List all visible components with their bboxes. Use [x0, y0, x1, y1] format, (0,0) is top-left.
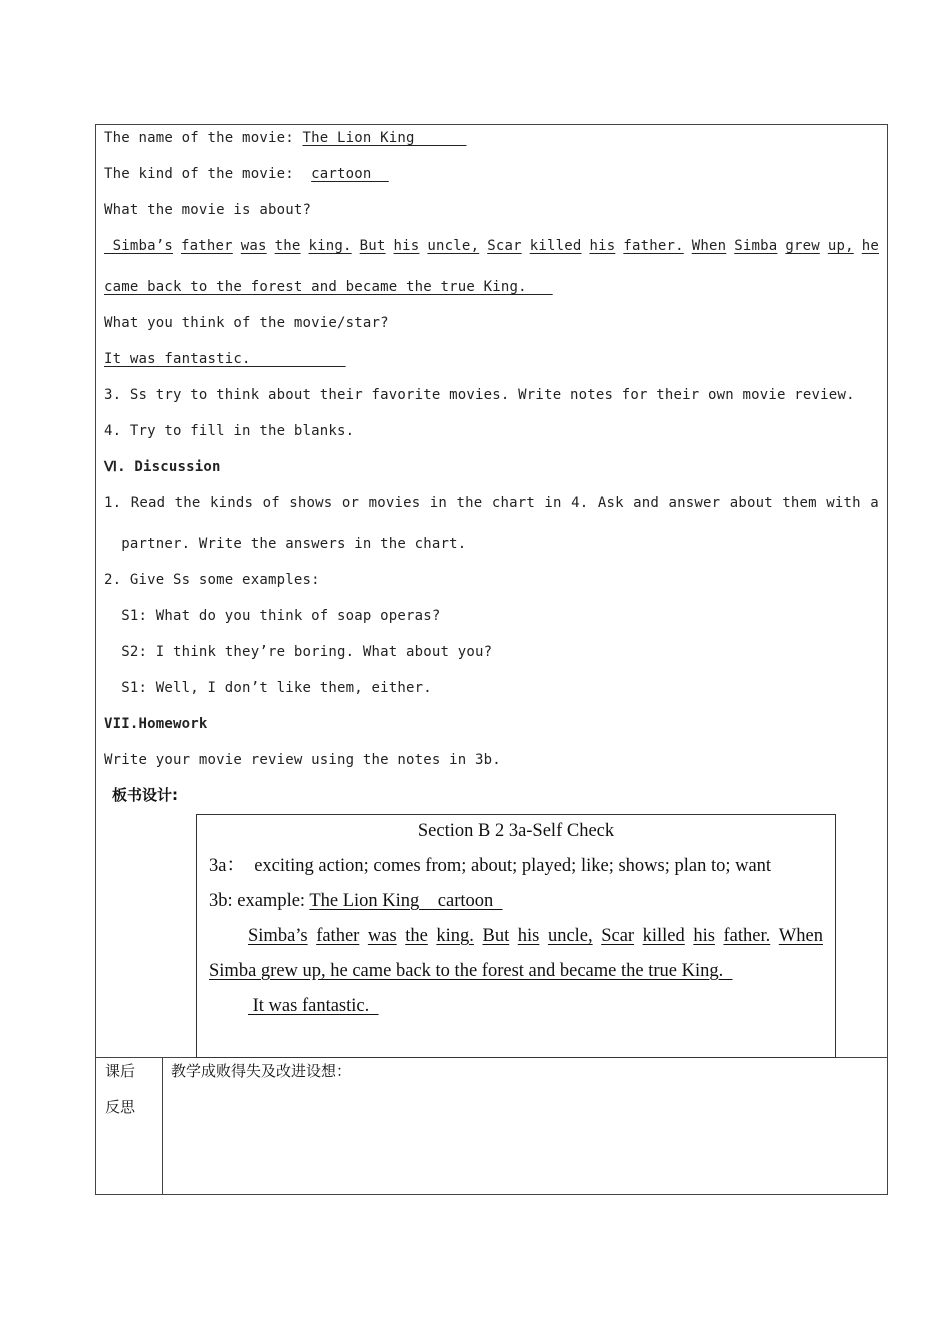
word: father [316, 926, 360, 946]
board-story-line1 [248, 923, 823, 949]
word: But [359, 238, 386, 254]
movie-think-label: What you think of the movie/star? [104, 315, 389, 331]
word: his [393, 238, 420, 254]
word: the [174, 495, 201, 511]
word: But [482, 926, 510, 946]
dialog-line-3: S1: Well, I don’t like them, either. [104, 680, 432, 696]
step-4-text: 4. Try to fill in the blanks. [104, 423, 355, 439]
dialog-line-1: S1: What do you think of soap operas? [104, 608, 441, 624]
movie-name-value: The Lion King [302, 130, 467, 146]
word: the [274, 238, 301, 254]
board-title: Section B 2 3a-Self Check [417, 821, 615, 841]
word: in [429, 495, 448, 511]
word: king. [436, 926, 474, 946]
table-column-divider [162, 1057, 163, 1195]
movie-about-label: What the movie is about? [104, 202, 312, 218]
movie-about-line2: came back to the forest and became the true King. [104, 279, 553, 295]
word: a [870, 495, 879, 511]
board-line-3a: 3a： exciting action; comes from; about; played; like; shows; plan to; want [209, 856, 772, 876]
word: or [341, 495, 360, 511]
word: was [240, 238, 267, 254]
board-story-line3: It was fantastic. [248, 996, 379, 1016]
movie-kind-line [104, 163, 389, 185]
word: them [782, 495, 817, 511]
word: uncle, [547, 926, 593, 946]
movie-about-line1 [104, 235, 879, 257]
board-3b-value: The Lion King cartoon [309, 891, 503, 911]
reflection-label-line2: 反思 [105, 1098, 136, 1116]
word: killed [642, 926, 685, 946]
discussion-heading: Ⅵ. Discussion [104, 459, 221, 475]
dialog-line-2: S2: I think they’re boring. What about you? [104, 644, 493, 660]
word: his [517, 926, 540, 946]
word: father. [623, 238, 684, 254]
word: killed [529, 238, 582, 254]
word: grew [785, 238, 820, 254]
word: chart [491, 495, 535, 511]
movie-kind-value: cartoon [311, 166, 389, 182]
word: and [633, 495, 660, 511]
step-3-text: 3. Ss try to think about their favorite movies. Write notes for their own movie review. [104, 387, 855, 403]
word: kinds [209, 495, 254, 511]
word: Scar [601, 926, 635, 946]
word: in [544, 495, 562, 511]
board-3b-prefix: 3b: example: [209, 891, 310, 911]
board-story-line2: Simba grew up, he came back to the forest and became the true King. [209, 961, 733, 981]
reflection-label-line1: 课后 [105, 1062, 136, 1080]
homework-text: Write your movie review using the notes in 3b. [104, 752, 501, 768]
word: Simba’s [104, 238, 174, 254]
movie-name-line [104, 127, 466, 149]
homework-heading: VII.Homework [104, 716, 208, 732]
word: Read [130, 495, 166, 511]
word: answer [668, 495, 721, 511]
word: When [691, 238, 727, 254]
word: the [456, 495, 483, 511]
word: 4. [571, 495, 589, 511]
word: 1. [104, 495, 122, 511]
word: Scar [487, 238, 522, 254]
word: shows [289, 495, 333, 511]
board-design-label: 板书设计: [112, 786, 178, 804]
word: Simba [734, 238, 778, 254]
word: his [589, 238, 616, 254]
word: with [826, 495, 861, 511]
word: When [778, 926, 823, 946]
movie-kind-label: The kind of the movie: [104, 166, 312, 182]
word: Simba’s [248, 926, 308, 946]
word: up, [827, 238, 854, 254]
discussion-item2: 2. Give Ss some examples: [104, 572, 320, 588]
word: father [181, 238, 233, 254]
word: he [861, 238, 879, 254]
board-line-3b [209, 888, 503, 914]
word: movies [368, 495, 421, 511]
word: about [729, 495, 773, 511]
reflection-prompt: 教学成败得失及改进设想： [171, 1062, 352, 1080]
word: king. [308, 238, 352, 254]
movie-name-label: The name of the movie: [104, 130, 303, 146]
word: his [693, 926, 715, 946]
discussion-item1-line1 [104, 492, 879, 514]
discussion-item1-line2: partner. Write the answers in the chart. [104, 536, 467, 552]
word: uncle, [427, 238, 480, 254]
word: was [367, 926, 397, 946]
word: the [405, 926, 428, 946]
word: of [262, 495, 280, 511]
word: Ask [597, 495, 624, 511]
word: father. [723, 926, 771, 946]
movie-think-value: It was fantastic. [104, 351, 346, 367]
